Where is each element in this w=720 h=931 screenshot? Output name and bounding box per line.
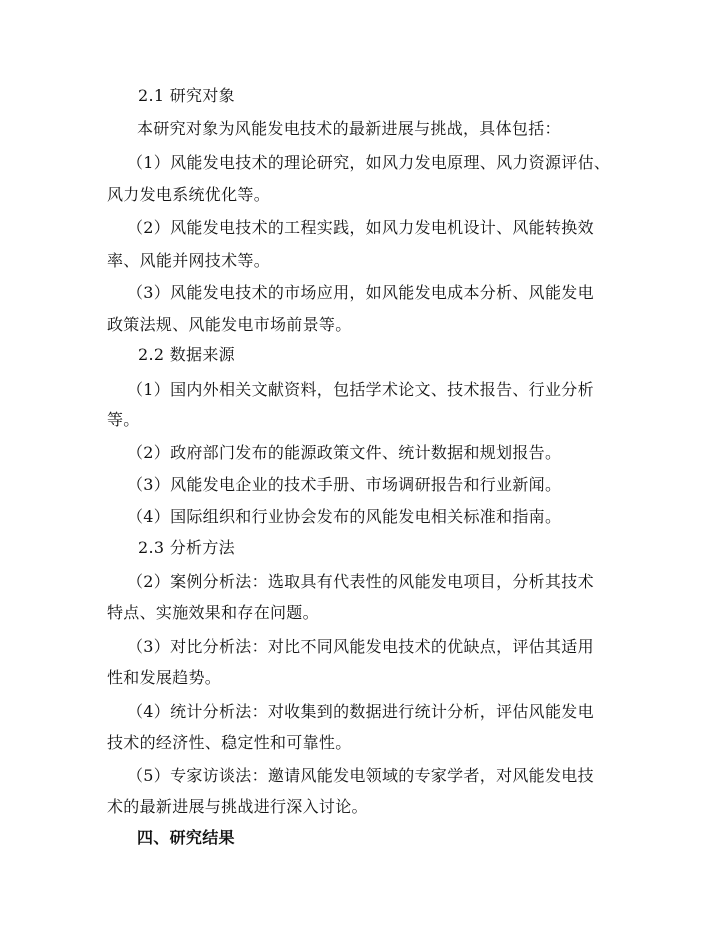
section-2-3-item-2-line-2: 特点、实施效果和存在问题。 — [107, 603, 319, 622]
section-2-3-item-3-line-1: （3）对比分析法：对比不同风能发电技术的优缺点，评估其适用 — [127, 637, 594, 656]
section-2-2-item-2: （2）政府部门发布的能源政策文件、统计数据和规划报告。 — [127, 443, 562, 462]
section-2-3-item-4-line-1: （4）统计分析法：对收集到的数据进行统计分析，评估风能发电 — [127, 702, 594, 721]
section-2-3-item-5-line-1: （5）专家访谈法：邀请风能发电领域的专家学者，对风能发电技 — [127, 766, 594, 785]
section-2-1-item-2-line-2: 率、风能并网技术等。 — [107, 251, 271, 270]
section-2-2-heading: 2.2 数据来源 — [138, 345, 235, 364]
section-2-3-item-5-line-2: 术的最新进展与挑战进行深入讨论。 — [107, 797, 368, 816]
section-2-1-item-1-line-1: （1）风能发电技术的理论研究，如风力发电原理、风力资源评估、 — [127, 153, 611, 172]
section-2-2-item-1-line-2: 等。 — [107, 410, 140, 429]
section-2-3-item-3-line-2: 性和发展趋势。 — [107, 668, 222, 687]
section-2-2-item-3: （3）风能发电企业的技术手册、市场调研报告和行业新闻。 — [127, 475, 562, 494]
section-2-1-item-3-line-2: 政策法规、风能发电市场前景等。 — [107, 315, 352, 334]
section-2-1-heading: 2.1 研究对象 — [138, 86, 235, 105]
chapter-4-heading: 四、研究结果 — [137, 828, 235, 847]
section-2-2-item-4: （4）国际组织和行业协会发布的风能发电相关标准和指南。 — [127, 507, 562, 526]
section-2-3-item-2-line-1: （2）案例分析法：选取具有代表性的风能发电项目，分析其技术 — [127, 572, 594, 591]
section-2-1-item-1-line-2: 风力发电系统优化等。 — [107, 185, 271, 204]
section-2-2-item-1-line-1: （1）国内外相关文献资料，包括学术论文、技术报告、行业分析 — [127, 380, 594, 399]
section-2-1-item-3-line-1: （3）风能发电技术的市场应用，如风能发电成本分析、风能发电 — [127, 283, 594, 302]
section-2-1-intro: 本研究对象为风能发电技术的最新进展与挑战，具体包括： — [137, 119, 561, 138]
section-2-3-item-4-line-2: 技术的经济性、稳定性和可靠性。 — [107, 733, 352, 752]
section-2-1-item-2-line-1: （2）风能发电技术的工程实践，如风力发电机设计、风能转换效 — [127, 218, 594, 237]
section-2-3-heading: 2.3 分析方法 — [138, 538, 235, 557]
